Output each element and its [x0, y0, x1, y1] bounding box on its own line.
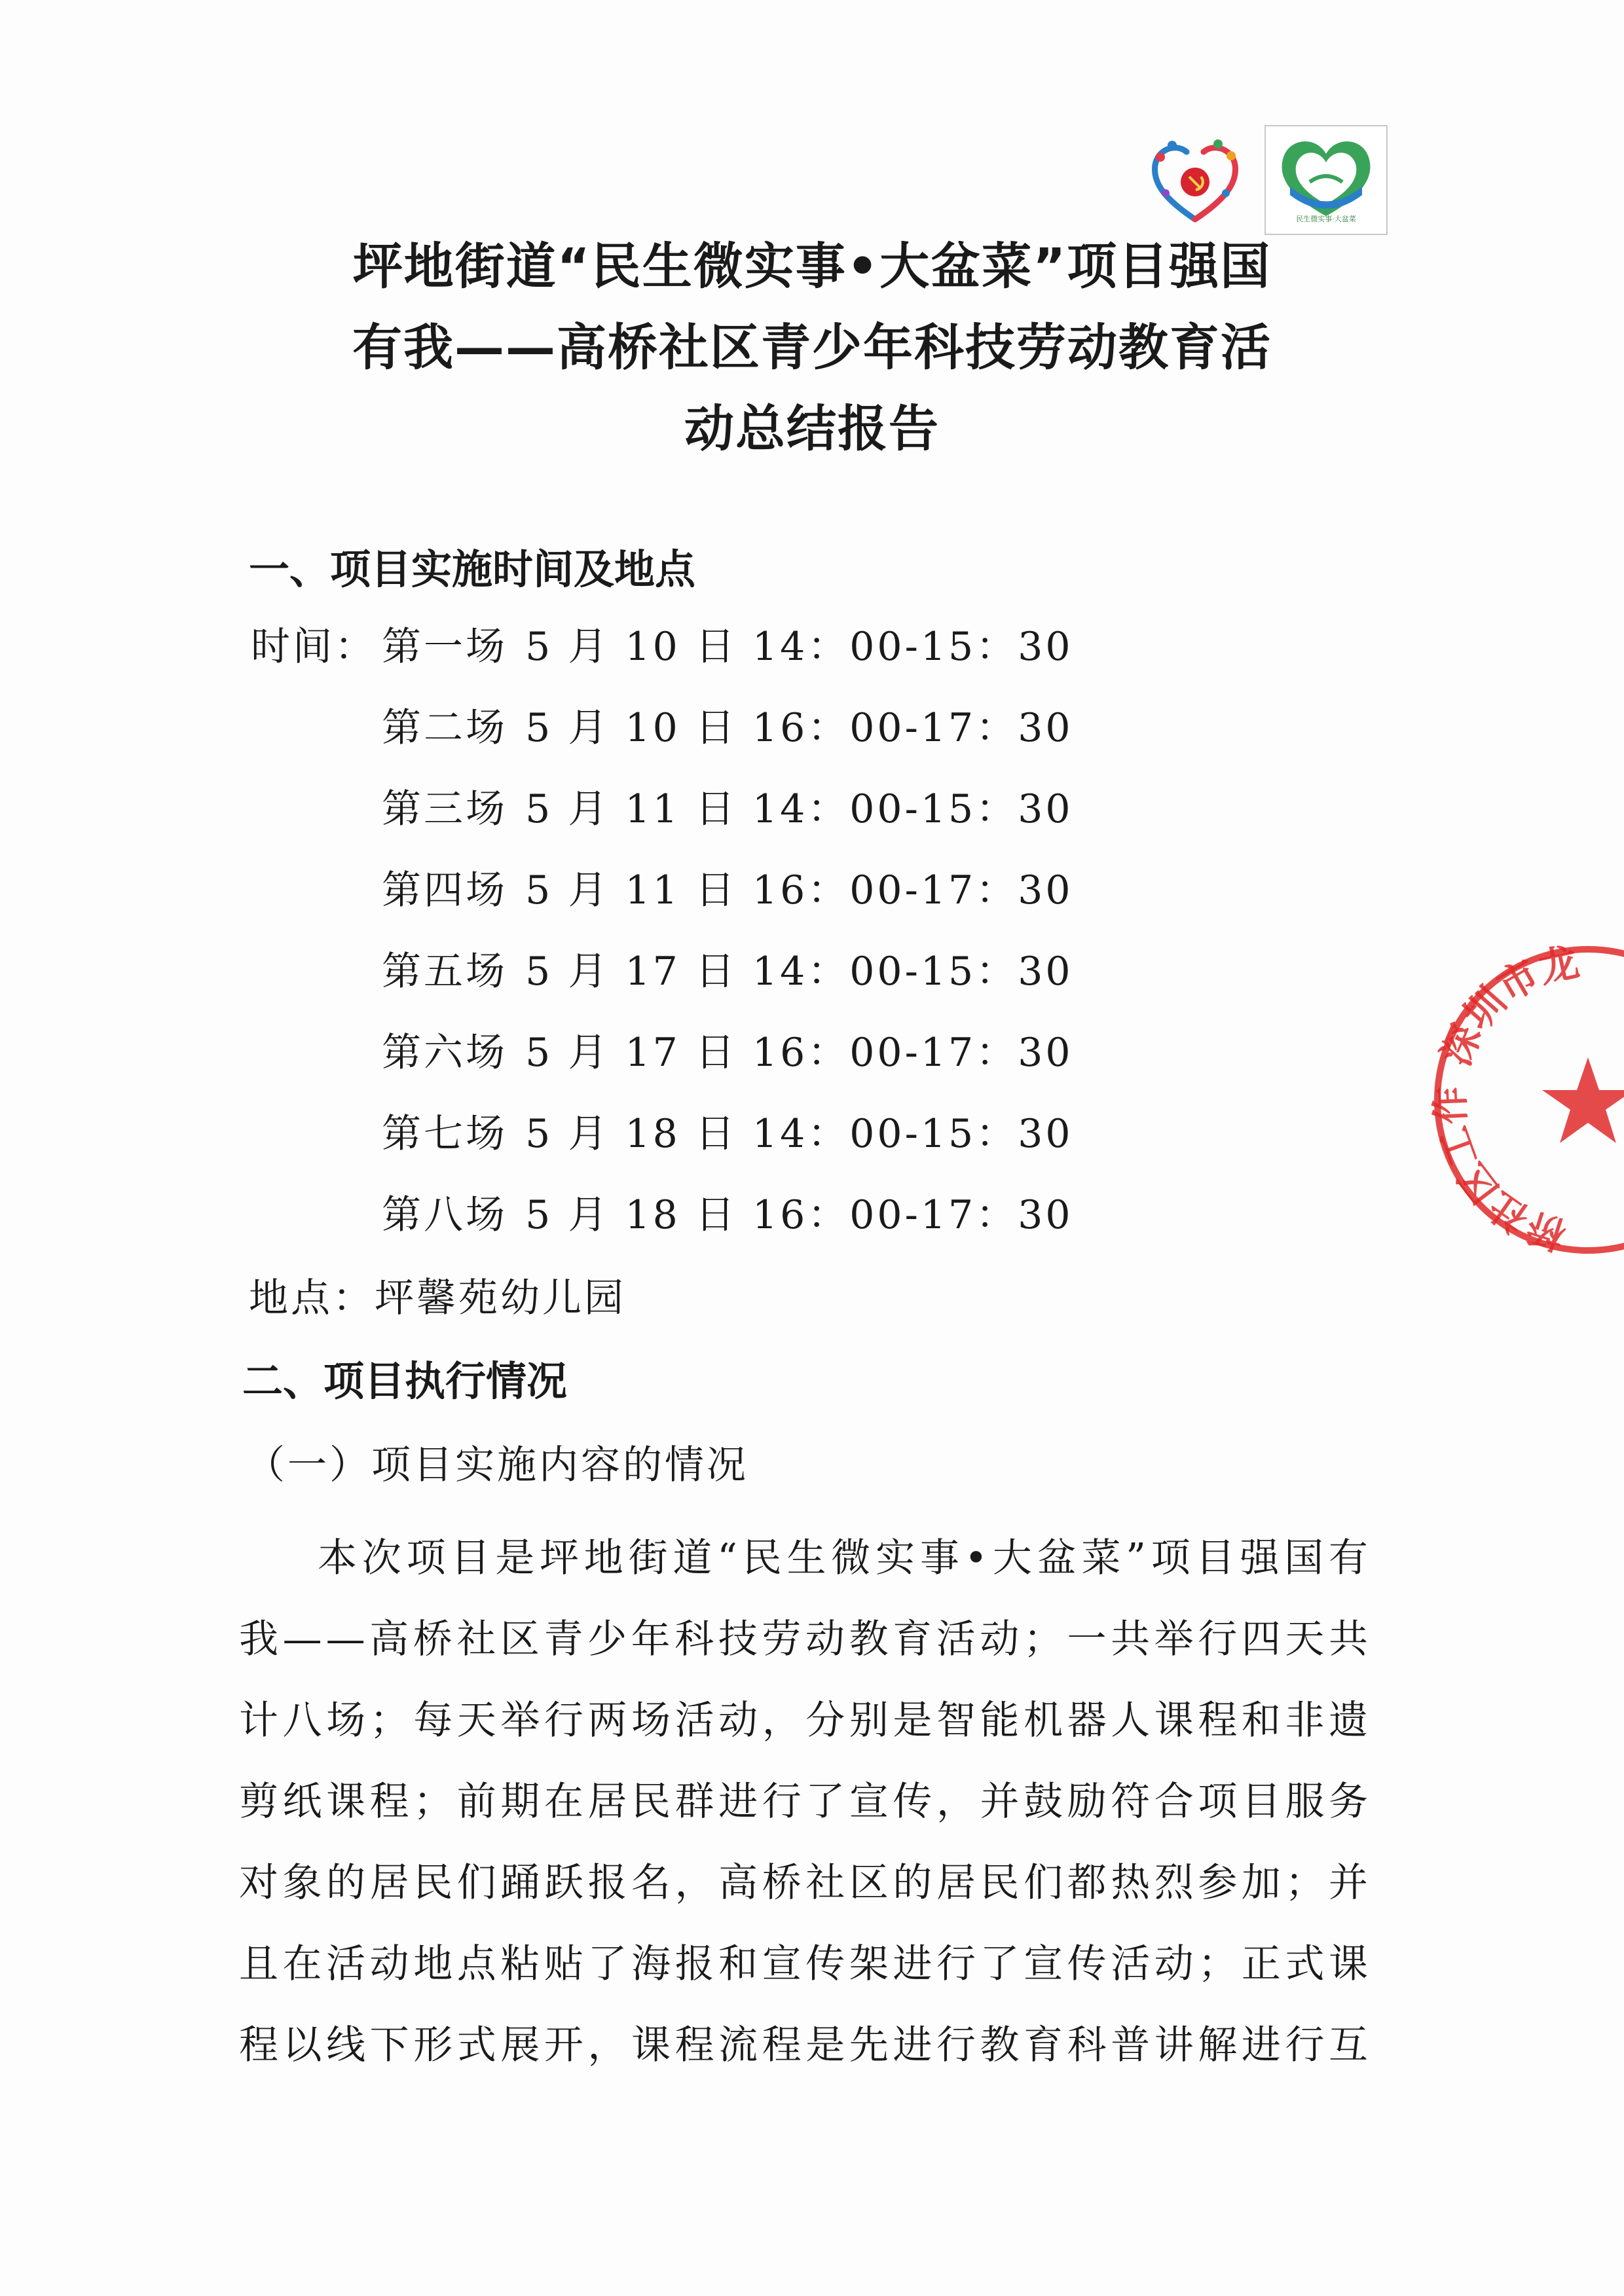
- paragraph: [239, 1518, 1372, 2086]
- seal-top-text: 深圳市龙: [1433, 939, 1583, 1072]
- session-name: 第七场: [382, 1111, 507, 1157]
- paragraph-line: 计八场；每天举行两场活动，分别是智能机器人课程和非遗: [239, 1698, 1372, 1743]
- session-date: 5 月 11 日: [525, 786, 737, 832]
- session-time: 14：00-15：30: [752, 624, 1073, 670]
- paragraph-line: 本次项目是坪地街道“民生微实事•大盆菜”项目强国有: [318, 1535, 1372, 1581]
- dapencai-logo: [1264, 124, 1388, 236]
- session-date: 5 月 18 日: [525, 1192, 737, 1238]
- report-title: [196, 226, 1428, 469]
- paragraph-line: 程以线下形式展开，课程流程是先进行教育科普讲解进行互: [239, 2022, 1372, 2068]
- session-time: 16：00-17：30: [752, 1192, 1073, 1238]
- session-name: 第六场: [382, 1030, 507, 1076]
- title-line-3: 动总结报告: [684, 399, 940, 458]
- paragraph-line: 对象的居民们踊跃报名，高桥社区的居民们都热烈参加；并: [239, 1860, 1372, 1906]
- title-line-2: 有我——高桥社区青少年科技劳动教育活: [352, 318, 1272, 376]
- session-time: 14：00-15：30: [752, 1111, 1073, 1157]
- session-time: 16：00-17：30: [752, 705, 1073, 751]
- title-line-1: 坪地街道“民生微实事•大盆菜”项目强国: [352, 237, 1272, 295]
- session-name: 第三场: [382, 786, 507, 832]
- session-time: 14：00-15：30: [752, 786, 1073, 832]
- session-date: 5 月 17 日: [525, 949, 737, 994]
- schedule-row: [251, 778, 1073, 834]
- paragraph-line: 我——高桥社区青少年科技劳动教育活动；一共举行四天共: [239, 1616, 1372, 1662]
- paragraph-line: 剪纸课程；前期在居民群进行了宣传，并鼓励符合项目服务: [239, 1779, 1372, 1825]
- svg-text:桥社区工作: [1428, 1085, 1571, 1258]
- session-name: 第二场: [382, 705, 507, 751]
- schedule-row: [251, 697, 1073, 753]
- paragraph-line: 且在活动地点粘贴了海报和宣传架进行了宣传活动；正式课: [239, 1941, 1372, 1987]
- session-date: 5 月 10 日: [525, 624, 737, 670]
- section-2-heading: 二、项目执行情况: [242, 1357, 568, 1405]
- logo-caption: 民生微实事·大盆菜: [1296, 215, 1356, 223]
- session-time: 16：00-17：30: [752, 867, 1073, 913]
- section-1-heading: 一、项目实施时间及地点: [249, 545, 696, 593]
- schedule-row: [251, 1184, 1073, 1240]
- schedule-row: [251, 1021, 1073, 1078]
- time-label: 时间：: [251, 624, 377, 670]
- session-name: 第五场: [382, 949, 507, 994]
- section-2-subheading: （一）项目实施内容的情况: [246, 1442, 748, 1488]
- session-time: 16：00-17：30: [752, 1030, 1073, 1076]
- schedule-row: [251, 940, 1073, 996]
- party-heart-logo-icon: [1146, 131, 1244, 229]
- location-line: 地点：坪馨苑幼儿园: [249, 1275, 626, 1321]
- schedule-row: [251, 859, 1073, 915]
- schedule-row: [251, 1102, 1073, 1159]
- session-name: 第四场: [382, 867, 507, 913]
- session-date: 5 月 11 日: [525, 867, 737, 913]
- session-name: 第八场: [382, 1192, 507, 1238]
- session-date: 5 月 18 日: [525, 1111, 737, 1157]
- official-seal-stamp-icon: [1424, 936, 1624, 1264]
- seal-bottom-text: 桥社区工作: [1428, 1085, 1572, 1258]
- session-date: 5 月 17 日: [525, 1030, 737, 1076]
- session-date: 5 月 10 日: [525, 705, 737, 751]
- svg-text:深圳市龙: [1433, 939, 1583, 1072]
- session-time: 14：00-15：30: [752, 949, 1073, 994]
- header-logos: [1146, 124, 1395, 236]
- session-name: 第一场: [382, 624, 507, 670]
- schedule-row: [251, 615, 1073, 672]
